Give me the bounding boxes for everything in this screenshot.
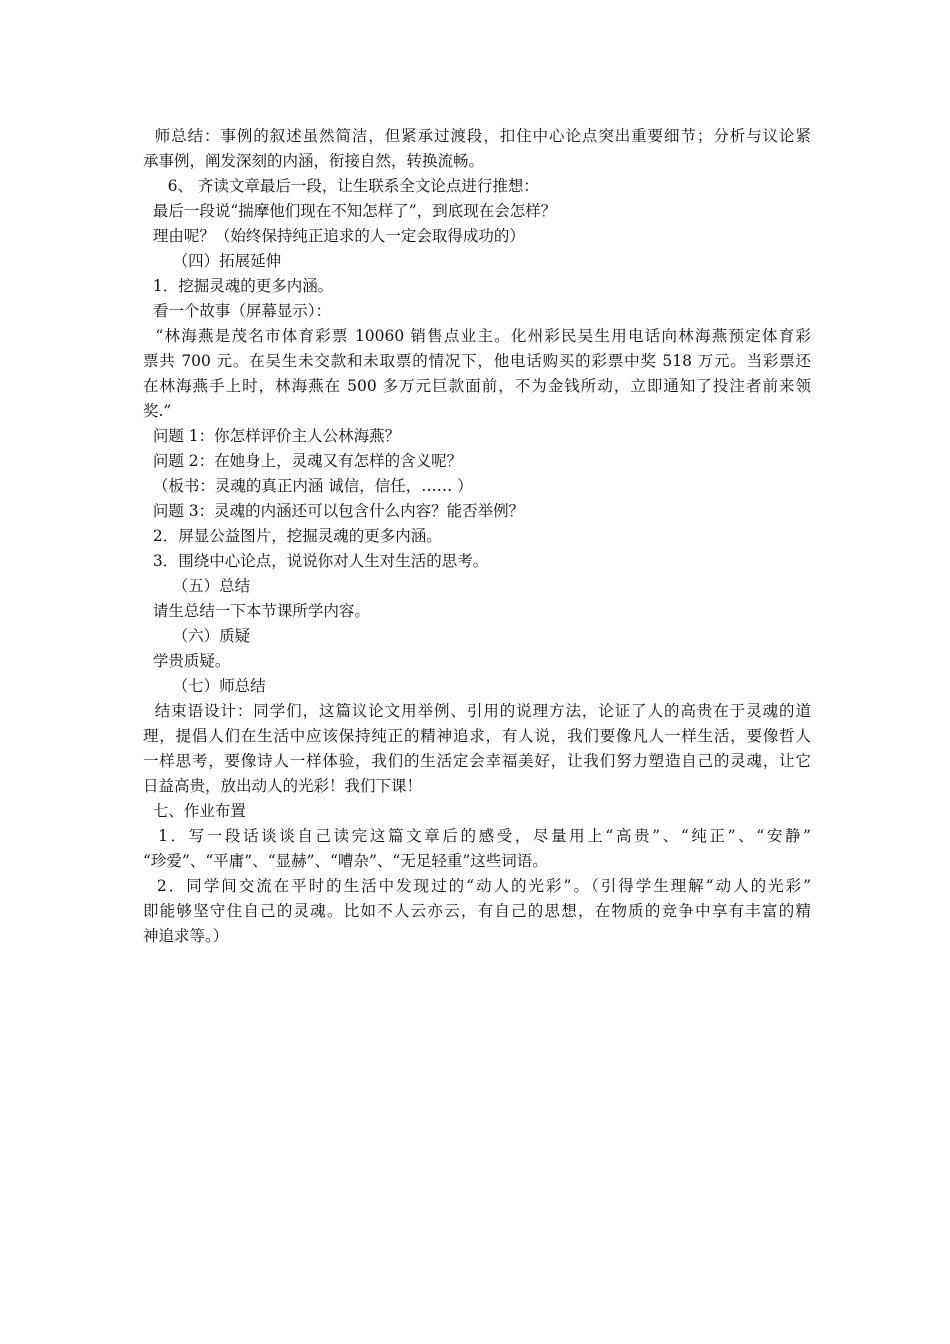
text-line: 学贵质疑。 bbox=[143, 652, 231, 670]
text-line: 问题 1：你怎样评价主人公林海燕？ bbox=[143, 427, 401, 445]
text-line: 票共 700 元。在吴生未交款和未取票的情况下，他电话购买的彩票中奖 518 万元。当彩票还 bbox=[143, 352, 811, 370]
text-line: 2．屏显公益图片，挖掘灵魂的更多内涵。 bbox=[143, 527, 442, 545]
text-line: “林海燕是茂名市体育彩票 10060 销售点业主。化州彩民吴生用电话向林海燕预定体育彩 bbox=[143, 327, 811, 345]
document-body bbox=[143, 124, 811, 949]
text-line: “珍爱”、“平庸”、“显赫”、“嘈杂”、“无足轻重”这些词语。 bbox=[143, 852, 548, 870]
text-line: 1．写一段话谈谈自己读完这篇文章后的感受，尽量用上“高贵”、“纯正”、“安静” bbox=[143, 827, 811, 845]
text-line: （七）师总结 bbox=[143, 677, 266, 695]
text-line: 七、作业布置 bbox=[143, 802, 246, 820]
text-line: （六）质疑 bbox=[143, 627, 251, 645]
text-line: 1．挖掘灵魂的更多内涵。 bbox=[143, 277, 334, 295]
text-line: 神追求等。） bbox=[143, 927, 229, 945]
text-line: 即能够坚守住自己的灵魂。比如不人云亦云，有自己的思想，在物质的竞争中享有丰富的精 bbox=[143, 902, 811, 920]
text-line: （四）拓展延伸 bbox=[143, 252, 282, 270]
text-line: 问题 3：灵魂的内涵还可以包含什么内容？能否举例？ bbox=[143, 502, 525, 520]
text-line: 理由呢？（始终保持纯正追求的人一定会取得成功的） bbox=[143, 227, 525, 245]
text-line: 日益高贵，放出动人的光彩！我们下课！ bbox=[143, 777, 423, 795]
text-line: （五）总结 bbox=[143, 577, 251, 595]
text-line: 2．同学间交流在平时的生活中发现过的“动人的光彩”。（引得学生理解“动人的光彩” bbox=[143, 877, 812, 895]
text-line: （板书：灵魂的真正内涵 诚信，信任，…… ） bbox=[143, 477, 473, 495]
text-line: 6、 齐读文章最后一段，让生联系全文论点进行推想： bbox=[143, 177, 539, 195]
text-line: 奖.” bbox=[143, 402, 172, 420]
text-line: 承事例，阐发深刻的内涵，衔接自然，转换流畅。 bbox=[143, 152, 485, 170]
text-line: 请生总结一下本节课所学内容。 bbox=[143, 602, 370, 620]
text-line: 看一个故事（屏幕显示）： bbox=[143, 302, 332, 320]
text-line: 在林海燕手上时，林海燕在 500 多万元巨款面前，不为金钱所动，立即通知了投注者前来领 bbox=[143, 377, 811, 395]
text-line: 3．围绕中心论点，说说你对人生对生活的思考。 bbox=[143, 552, 489, 570]
text-line: 最后一段说“揣摩他们现在不知怎样了”，到底现在会怎样？ bbox=[143, 202, 557, 220]
text-line: 师总结：事例的叙述虽然简洁，但紧承过渡段，扣住中心论点突出重要细节；分析与议论紧 bbox=[143, 127, 811, 145]
text-line: 问题 2：在她身上，灵魂又有怎样的含义呢？ bbox=[143, 452, 463, 470]
text-line: 理，提倡人们在生活中应该保持纯正的精神追求，有人说，我们要像凡人一样生活，要像哲人 bbox=[143, 727, 811, 745]
text-line: 结束语设计：同学们，这篇议论文用举例、引用的说理方法，论证了人的高贵在于灵魂的道 bbox=[143, 702, 811, 720]
text-line: 一样思考，要像诗人一样体验，我们的生活定会幸福美好，让我们努力塑造自己的灵魂，让它 bbox=[143, 752, 811, 770]
